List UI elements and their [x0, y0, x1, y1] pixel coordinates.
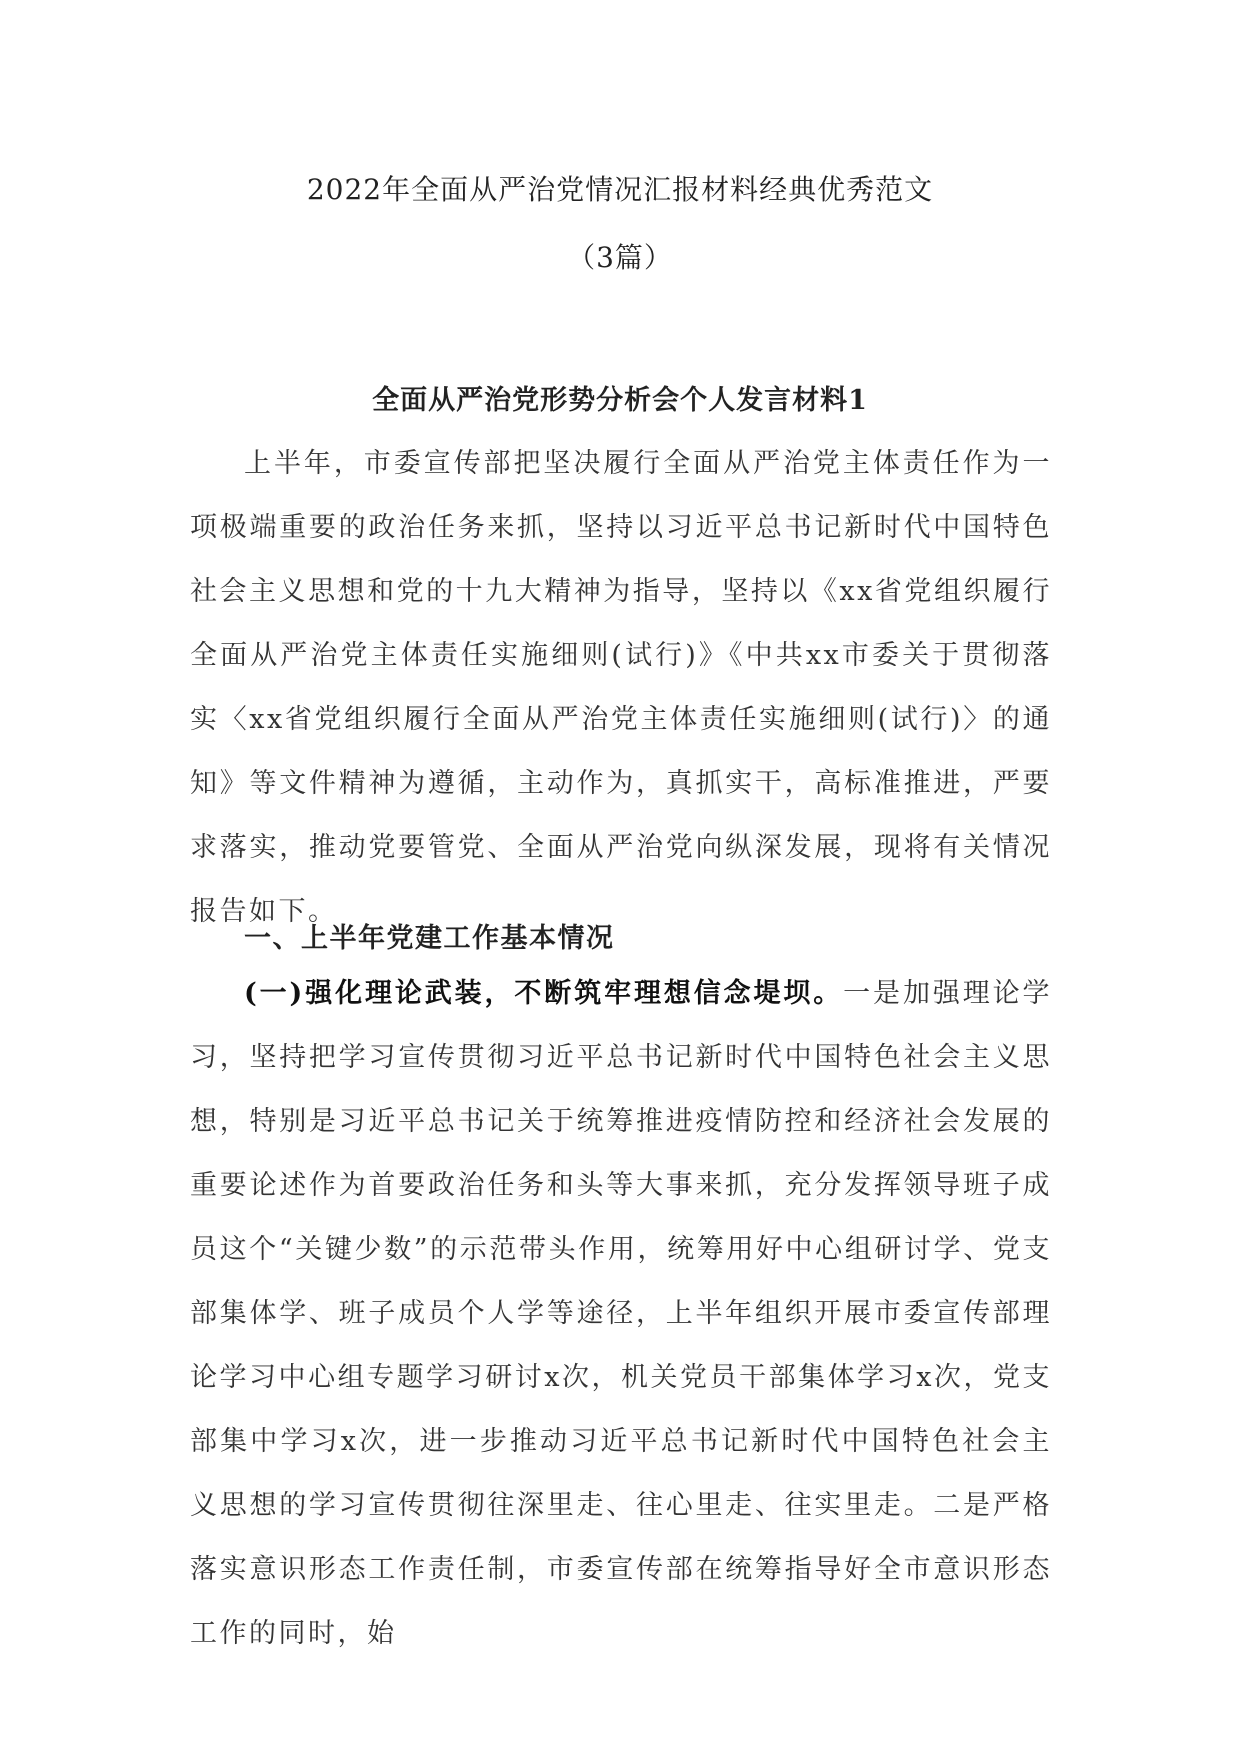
- document-title: 2022年全面从严治党情况汇报材料经典优秀范文: [306, 173, 934, 206]
- document-title-count: （3篇）: [567, 241, 673, 274]
- body-paragraph: [190, 962, 1052, 1666]
- paragraph-lead: (一)强化理论武装，不断筑牢理想信念堤坝。: [244, 978, 844, 1009]
- paragraph-body: 一是加强理论学习，坚持把学习宣传贯彻习近平总书记新时代中国特色社会主义思想，特别是习近平总书记关于统筹推进疫情防控和经济社会发展的重要论述作为首要政治任务和头等大事来抓，充分发挥领导班子成员这个“关键少数”的示范带头作用，统筹用好中心组研讨学、党支部集体学、班子成员个人学等途径，上半年组织开展市委宣传部理论学习中心组专题学习研讨x次，机关党员干部集体学习x次，党支部集中学习x次，进一步推动习近平总书记新时代中国特色社会主义思想的学习宣传贯彻往深里走、往心里走、往实里走。二是严格落实意识形态工作责任制，市委宣传部在统筹指导好全市意识形态工作的同时，始: [190, 978, 1052, 1649]
- intro-paragraph: 上半年，市委宣传部把坚决履行全面从严治党主体责任作为一项极端重要的政治任务来抓，坚持以习近平总书记新时代中国特色社会主义思想和党的十九大精神为指导，坚持以《xx省党组织履行全面从严治党主体责任实施细则(试行)》《中共xx市委关于贯彻落实〈xx省党组织履行全面从严治党主体责任实施细则(试行)〉的通知》等文件精神为遵循，主动作为，真抓实干，高标准推进，严要求落实，推动党要管党、全面从严治党向纵深发展，现将有关情况报告如下。: [190, 448, 1052, 927]
- section-title: 全面从严治党形势分析会个人发言材料1: [372, 385, 868, 416]
- heading-part-one: 一、上半年党建工作基本情况: [244, 923, 615, 954]
